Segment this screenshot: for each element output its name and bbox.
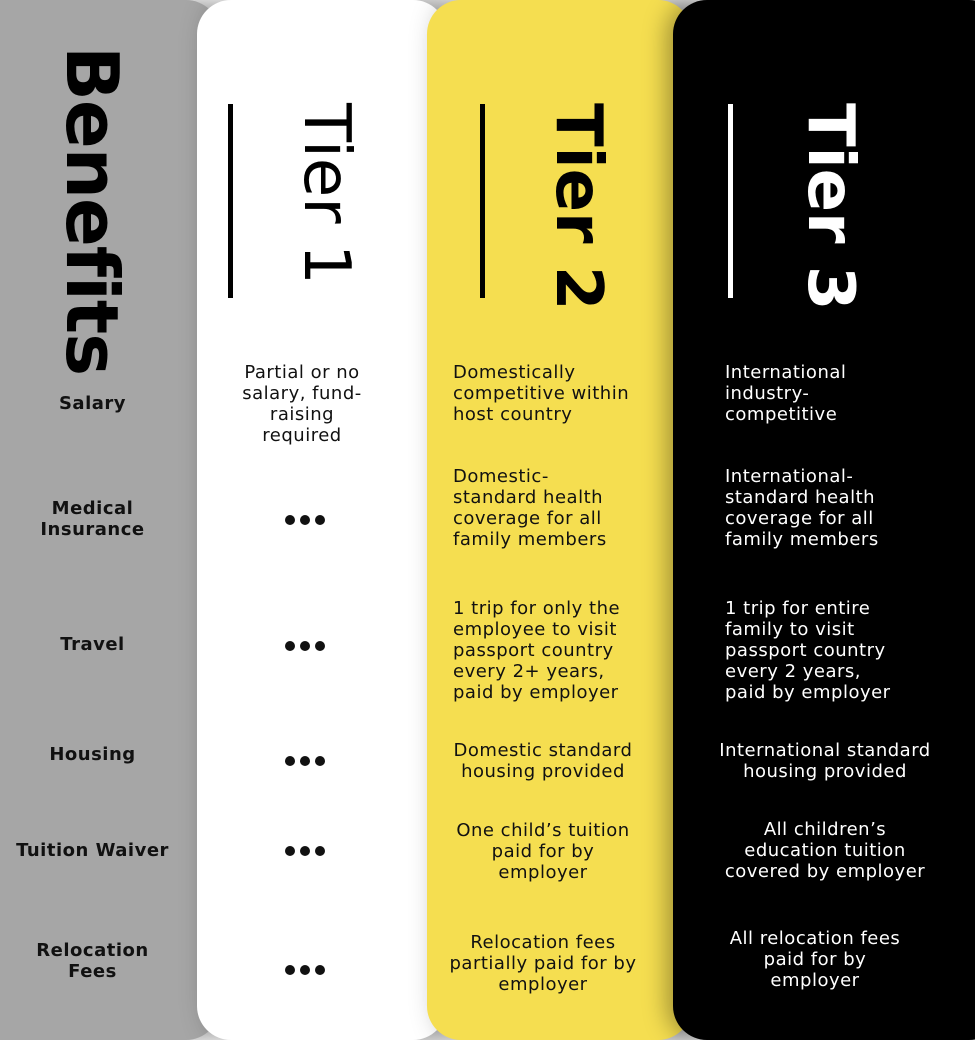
benefit-label-relocation-fees: Relocation Fees: [36, 940, 149, 982]
tier-1-medical-insurance-ellipsis: [285, 515, 325, 525]
tier-3-relocation-fees-cell: All relocation fees paid for by employer: [729, 928, 901, 991]
tier-2-divider: [480, 104, 485, 298]
tier-2-tuition-waiver-cell: One child’s tuition paid for by employer: [456, 820, 630, 883]
tier-3-tuition-waiver-cell: All children’s education tuition covered by employer: [724, 819, 926, 882]
benefit-label-housing: Housing: [49, 744, 136, 765]
tier-2-housing-cell: Domestic standard housing provided: [453, 740, 633, 782]
tier-1-tuition-waiver-ellipsis: [285, 846, 325, 856]
benefit-label-medical-insurance: Medical Insurance: [40, 498, 145, 540]
tier-1-housing-ellipsis: [285, 756, 325, 766]
benefits-heading: Benefits: [50, 46, 134, 376]
benefit-label-tuition-waiver: Tuition Waiver: [16, 840, 169, 861]
tier-3-salary-cell: International industry- competitive: [725, 362, 847, 425]
tier-3-heading: Tier 3: [793, 103, 867, 311]
tier-2-travel-cell: 1 trip for only the employee to visit passport country every 2+ years, paid by employer: [453, 598, 621, 703]
tier-2-salary-cell: Domestically competitive within host country: [453, 362, 630, 425]
tier-3-divider: [728, 104, 733, 298]
tier-1-heading: Tier 1: [289, 103, 363, 285]
tier-3-medical-insurance-cell: International- standard health coverage for all family members: [725, 466, 879, 550]
tier-3-travel-cell: 1 trip for entire family to visit passport country every 2 years, paid by employer: [725, 598, 891, 703]
tier-1-relocation-fees-ellipsis: [285, 965, 325, 975]
tier-2-medical-insurance-cell: Domestic- standard health coverage for all family members: [453, 466, 607, 550]
benefit-label-travel: Travel: [60, 634, 125, 655]
tier-3-housing-cell: International standard housing provided: [719, 740, 931, 782]
tier-2-relocation-fees-cell: Relocation fees partially paid for by employer: [449, 932, 637, 995]
tier-2-heading: Tier 2: [541, 103, 615, 311]
tier-1-divider: [228, 104, 233, 298]
benefit-label-salary: Salary: [58, 393, 127, 414]
tier-1-salary-cell: Partial or no salary, fund- raising required: [242, 362, 362, 446]
tier-1-travel-ellipsis: [285, 641, 325, 651]
